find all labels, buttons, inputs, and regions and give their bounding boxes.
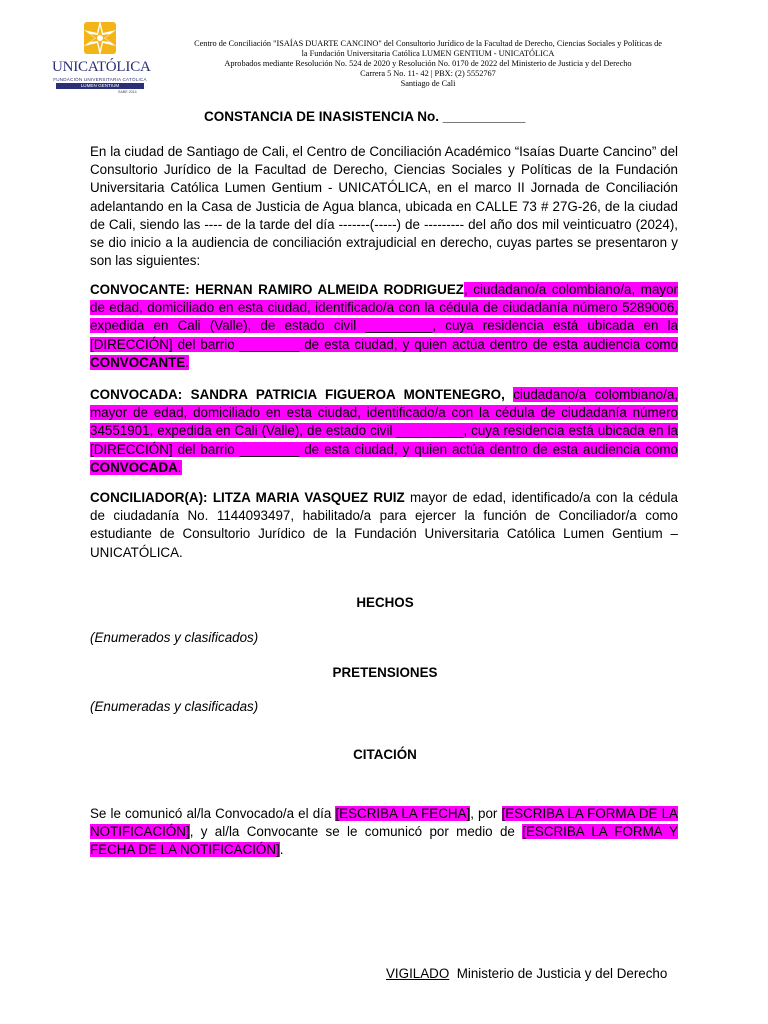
header-line4: Carrera 5 No. 11- 42 | PBX: (2) 5552767 [360, 69, 496, 78]
convocada-end: . [177, 459, 182, 475]
convocante-text: , ciudadano/a colombiano/a, mayor de edad, domiciliado en esta ciudad, identificado/a con la cédula de ciudadanía número 5289006, expedida en Cali (Valle), de estado civil _________, cuya residencia está ubicada en la [DIRECCIÓN] del barrio ________ de esta ciudad, y quien actúa dentro de esta audiencia como [90, 282, 678, 352]
citacion-heading: CITACIÓN [353, 747, 417, 762]
header-line1: Centro de Conciliación "ISAÍAS DUARTE CANCINO" del Consultorio Jurídico de la Facultad de Derecho, Ciencias Sociales y Políticas de [194, 39, 662, 48]
header-line2: la Fundación Universitaria Católica LUMEN GENTIUM - UNICATÓLICA [301, 49, 555, 58]
star-logo-icon [78, 16, 122, 60]
intro-paragraph: En la ciudad de Santiago de Cali, el Centro de Conciliación Académico “Isaías Duarte Cancino” del Consultorio Jurídico de la Facultad de Derecho, Ciencias Sociales y Políticas de la Fundación Universitaria Católica Lumen Gentium - UNICATÓLICA, en el marco II Jornada de Conciliación adelantando en la Casa de Justicia de Agua blanca, ubicada en CALLE 73 # 27G-26, de la ciudad de Cali, siendo las ---- de la tarde del día -------(-----) de --------- del año dos mil veinticuatro (2024), se dio inicio a la audiencia de conciliación extrajudicial en derecho, cuyas partes se presentaron y son las siguientes: [90, 144, 678, 269]
convocante-end: . [185, 354, 189, 370]
unicatolica-logo [52, 16, 151, 94]
pretensiones-note: (Enumeradas y clasificadas) [90, 699, 259, 714]
convocante-paragraph [90, 281, 678, 372]
header-line5: Santiago de Cali [400, 79, 456, 88]
footer [386, 966, 667, 981]
header-institution [176, 39, 680, 89]
footer-ministerio: Ministerio de Justicia y del Derecho [449, 966, 668, 981]
footer-vigilado: VIGILADO [386, 966, 450, 981]
logo-brand: UNICATÓLICA [52, 59, 151, 75]
conciliador-paragraph [90, 489, 678, 562]
citacion-text4: . [279, 842, 284, 858]
convocada-text: ciudadano/a colombiano/a, mayor de edad, domiciliado en esta ciudad, identificado/a con la cédula de ciudadanía número 34551901, expedida en Cali (Valle), de estado civil _________, cuya residencia está ubicada en la [DIRECCIÓN] del barrio ________ de esta ciudad, y quien actúa dentro de esta audiencia como [90, 387, 678, 457]
logo-line3: SABE 2014 [118, 90, 137, 94]
logo-line2: LUMEN GENTIUM [56, 83, 144, 89]
conciliador-label: CONCILIADOR(A): LITZA MARIA VASQUEZ RUIZ [90, 490, 405, 505]
document-title: CONSTANCIA DE INASISTENCIA No. ___________ [204, 109, 526, 124]
convocada-paragraph [90, 386, 678, 477]
citacion-paragraph [90, 805, 678, 860]
header-line3: Aprobados mediante Resolución No. 524 de 2020 y Resolución No. 0170 de 2022 del Ministerio de Justicia y del Derecho [224, 59, 632, 68]
citacion-form-date-placeholder: [ESCRIBA LA FORMA Y FECHA DE LA NOTIFICACIÓN] [90, 824, 678, 858]
convocada-label: CONVOCADA: SANDRA PATRICIA FIGUEROA MONTENEGRO, [90, 387, 505, 402]
hechos-note: (Enumerados y clasificados) [90, 630, 259, 645]
pretensiones-heading: PRETENSIONES [332, 665, 438, 680]
hechos-heading: HECHOS [356, 595, 414, 610]
conciliador-text: mayor de edad, identificado/a con la cédula de ciudadanía No. 1144093497, habilitado/a para ejercer la función de Conciliador/a como estudiante de Consultorio Jurídico de la Fundación Universitaria Católica Lumen Gentium – UNICATÓLICA. [90, 490, 678, 560]
citacion-text3: , y al/la Convocante se le comunicó por medio de [189, 824, 523, 840]
citacion-text1: Se le comunicó al/la Convocado/a el día [90, 806, 336, 821]
logo-line1: FUNDACIÓN UNIVERSITARIA CATÓLICA [53, 77, 147, 82]
citacion-text2: , por [470, 806, 502, 821]
convocada-role: CONVOCADA [90, 459, 178, 475]
convocante-role: CONVOCANTE [90, 354, 186, 370]
convocante-label: CONVOCANTE: HERNAN RAMIRO ALMEIDA RODRIGUEZ [90, 282, 464, 297]
citacion-date-placeholder: [ESCRIBA LA FECHA] [335, 806, 471, 821]
citacion-form-placeholder: [ESCRIBA LA FORMA DE LA NOTIFICACIÓN] [90, 806, 678, 840]
